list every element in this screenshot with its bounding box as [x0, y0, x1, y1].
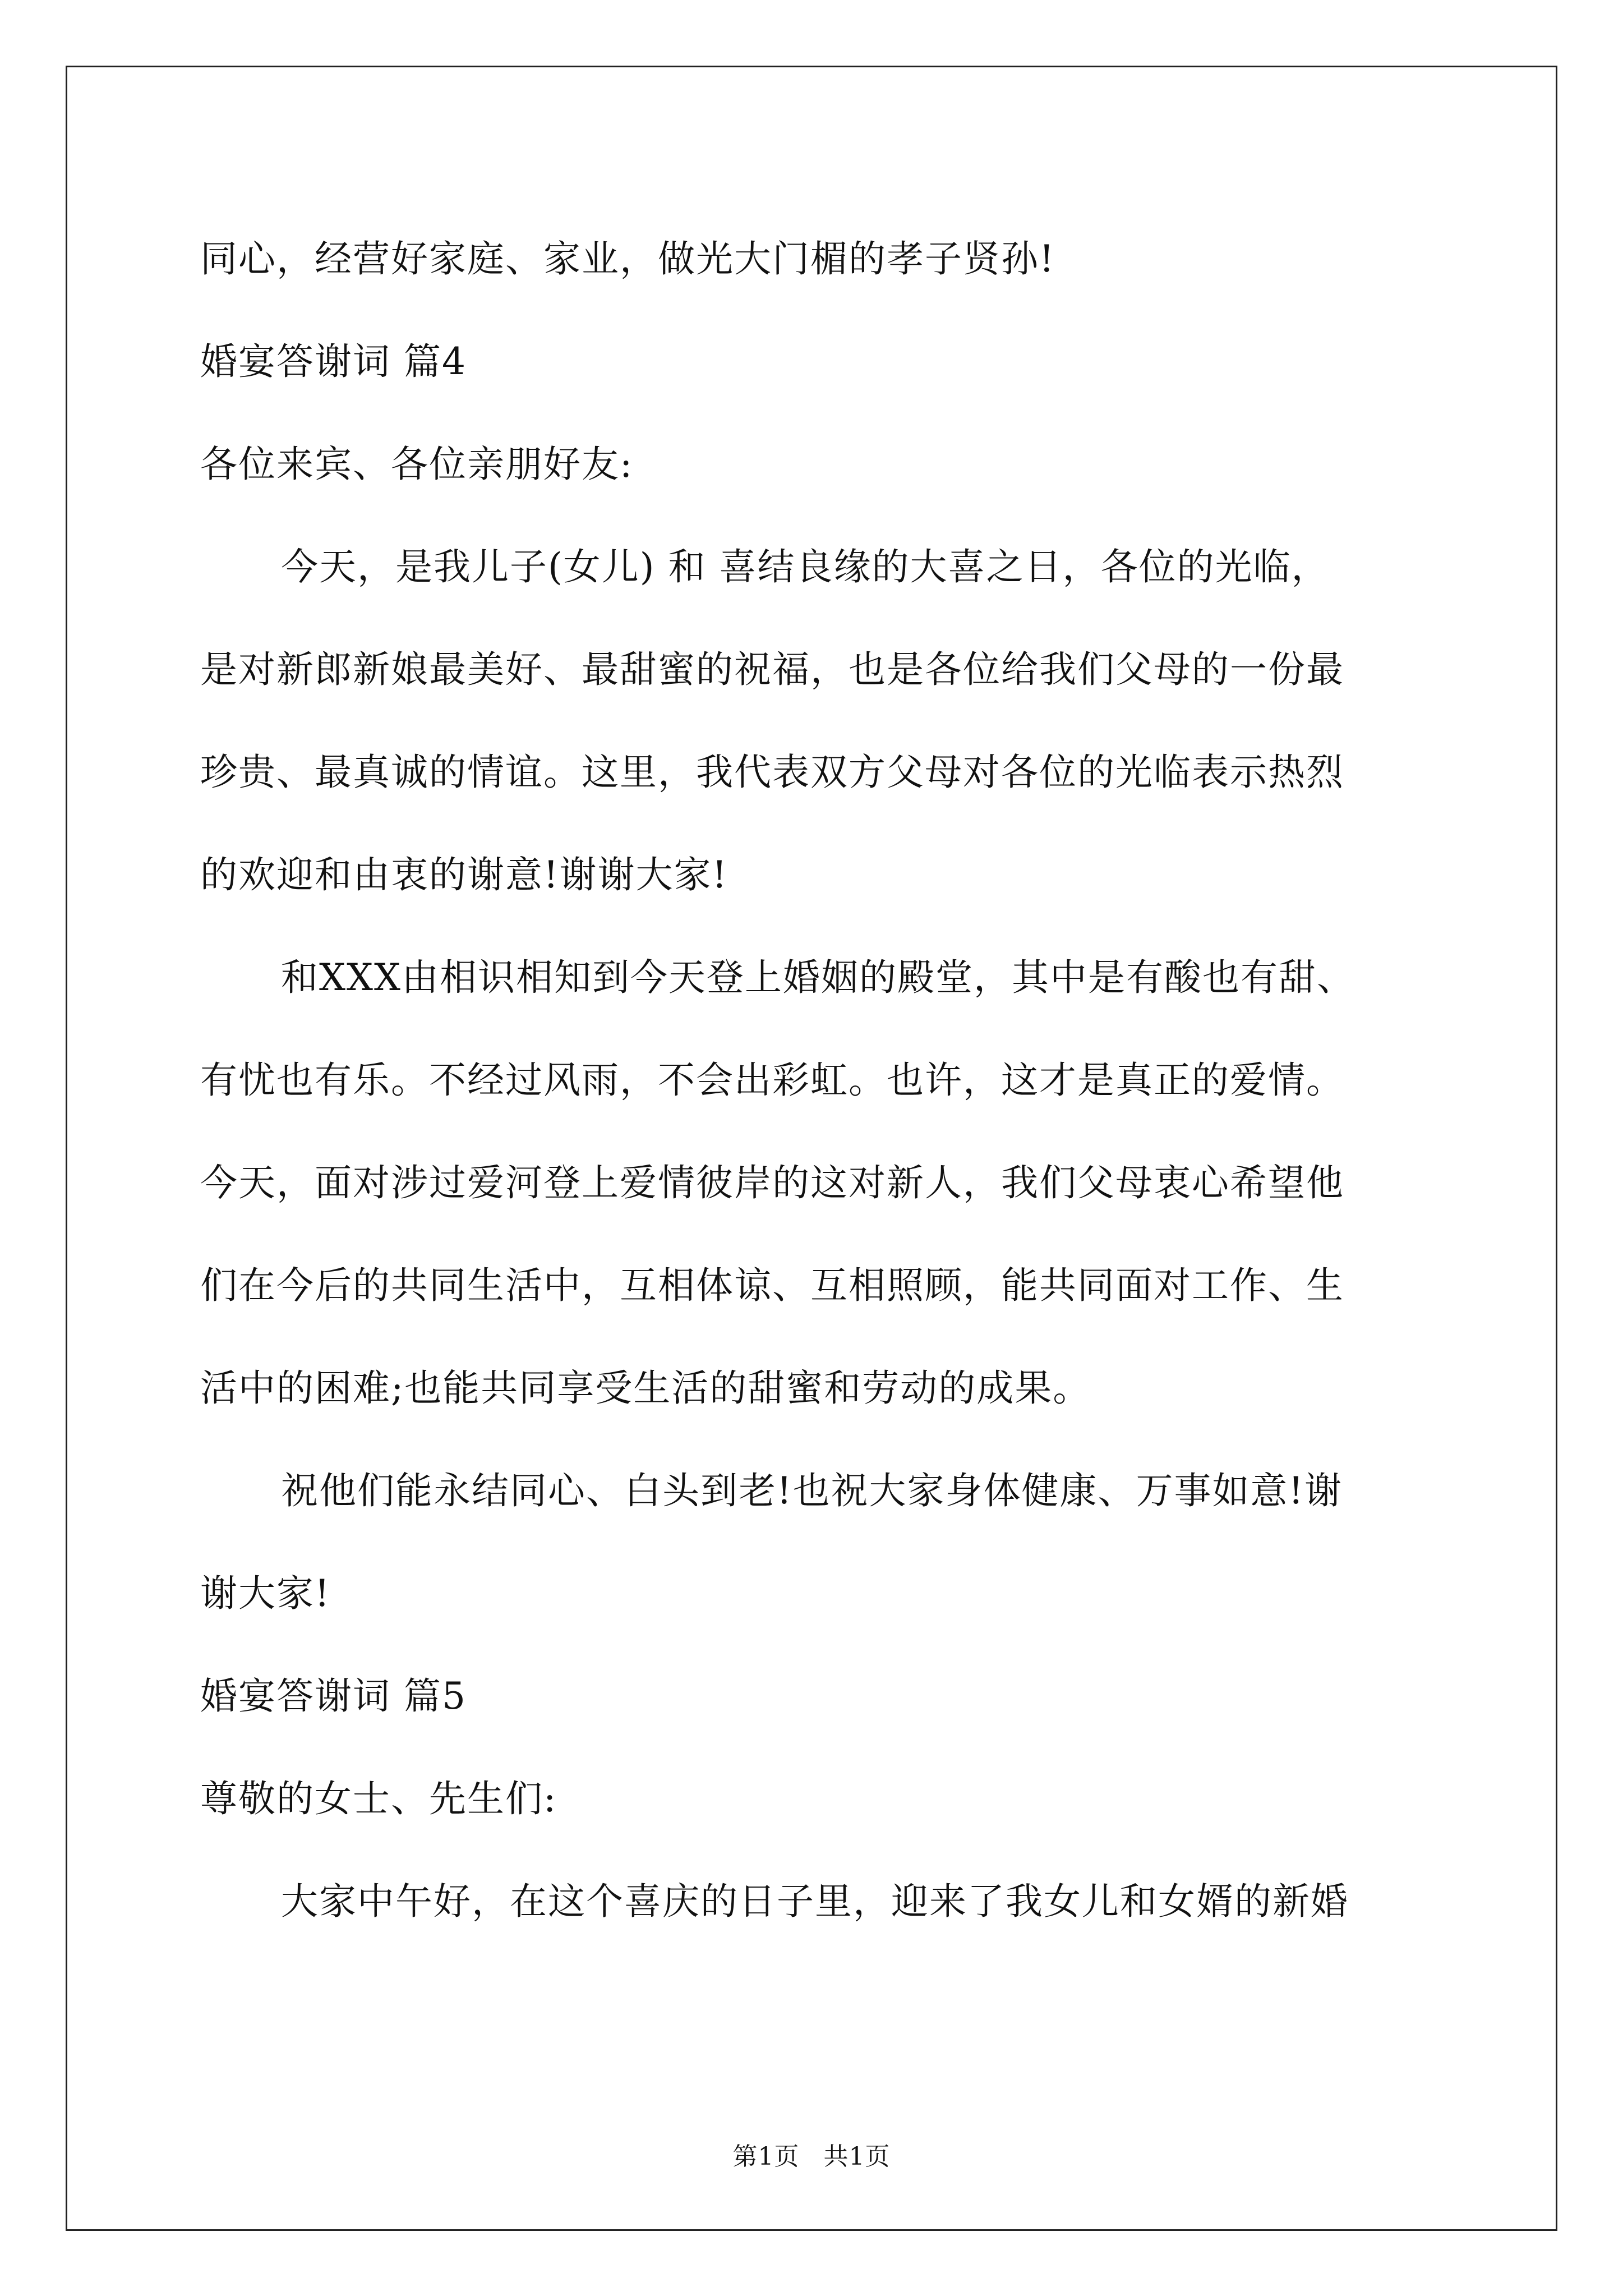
page-total: 共1页 — [823, 2142, 891, 2171]
page-footer — [0, 2136, 1623, 2172]
text-line: 今天，面对涉过爱河登上爱情彼岸的这对新人，我们父母衷心希望他 — [200, 1161, 1344, 1204]
text-line: 珍贵、最真诚的情谊。这里，我代表双方父母对各位的光临表示热烈 — [200, 751, 1344, 794]
page-number: 第1页 — [732, 2142, 800, 2171]
section-heading: 婚宴答谢词 篇4 — [200, 340, 467, 383]
document-body — [200, 208, 1434, 1953]
text-line: 的欢迎和由衷的谢意!谢谢大家! — [200, 853, 728, 896]
text-line: 活中的困难;也能共同享受生活的甜蜜和劳动的成果。 — [200, 1366, 1091, 1410]
salutation: 尊敬的女士、先生们: — [200, 1777, 557, 1820]
salutation: 各位来宾、各位亲朋好友: — [200, 443, 634, 486]
paragraph-start: 和XXX由相识相知到今天登上婚姻的殿堂，其中是有酸也有甜、 — [281, 956, 1355, 999]
text-line: 同心，经营好家庭、家业，做光大门楣的孝子贤孙! — [200, 237, 1055, 280]
text-line: 们在今后的共同生活中，互相体谅、互相照顾，能共同面对工作、生 — [200, 1264, 1344, 1307]
paragraph-start: 大家中午好，在这个喜庆的日子里，迎来了我女儿和女婿的新婚 — [281, 1880, 1349, 1923]
text-line: 谢大家! — [200, 1572, 331, 1615]
text-line: 有忧也有乐。不经过风雨，不会出彩虹。也许，这才是真正的爱情。 — [200, 1059, 1344, 1102]
section-heading: 婚宴答谢词 篇5 — [200, 1674, 467, 1718]
paragraph-start: 今天，是我儿子(女儿) 和 喜结良缘的大喜之日，各位的光临， — [281, 545, 1330, 588]
paragraph-start: 祝他们能永结同心、白头到老!也祝大家身体健康、万事如意!谢 — [281, 1469, 1343, 1512]
text-line: 是对新郎新娘最美好、最甜蜜的祝福，也是各位给我们父母的一份最 — [200, 648, 1344, 691]
